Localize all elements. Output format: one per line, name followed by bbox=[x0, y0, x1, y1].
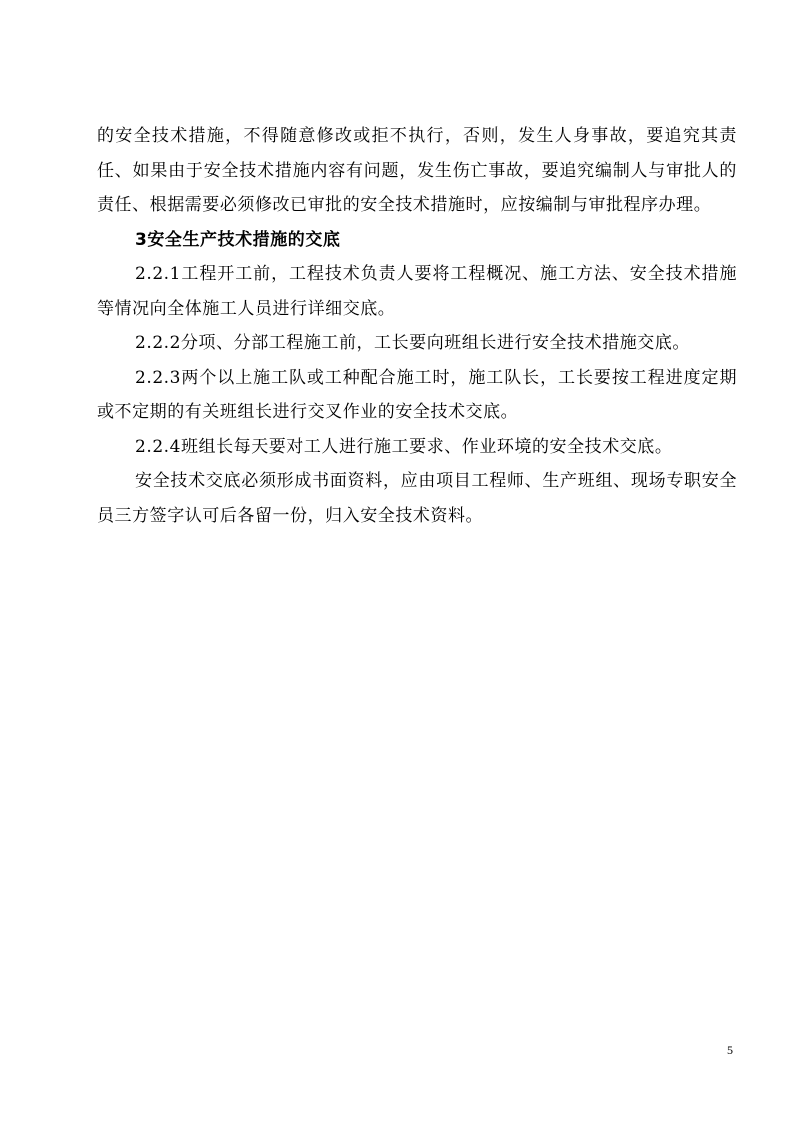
page-number: 5 bbox=[727, 1043, 733, 1057]
paragraph-summary: 安全技术交底必须形成书面资料，应由项目工程师、生产班组、现场专职安全员三方签字认可后各留一份，归入安全技术资料。 bbox=[97, 471, 737, 526]
paragraph-2-2-2: 2.2.2分项、分部工程施工前，工长要向班组长进行安全技术措施交底。 bbox=[135, 333, 690, 353]
paragraph-2-2-4: 2.2.4班组长每天要对工人进行施工要求、作业环境的安全技术交底。 bbox=[135, 436, 673, 457]
paragraph-2-2-1: 2.2.1工程开工前，工程技术负责人要将工程概况、施工方法、安全技术措施等情况向全体施工人员进行详细交底。 bbox=[97, 264, 737, 319]
paragraph-2-2-3: 2.2.3两个以上施工队或工种配合施工时，施工队长，工长要按工程进度定期或不定期的有关班组长进行交叉作业的安全技术交底。 bbox=[97, 367, 737, 422]
section-heading: 3安全生产技术措施的交底 bbox=[135, 229, 341, 250]
document-body bbox=[97, 119, 737, 533]
paragraph-continuation: 的安全技术措施，不得随意修改或拒不执行，否则，发生人身事故，要追究其责任、如果由于安全技术措施内容有问题，发生伤亡事故，要追究编制人与审批人的责任、根据需要必须修改已审批的安全技术措施时，应按编制与审批程序办理。 bbox=[97, 126, 737, 215]
